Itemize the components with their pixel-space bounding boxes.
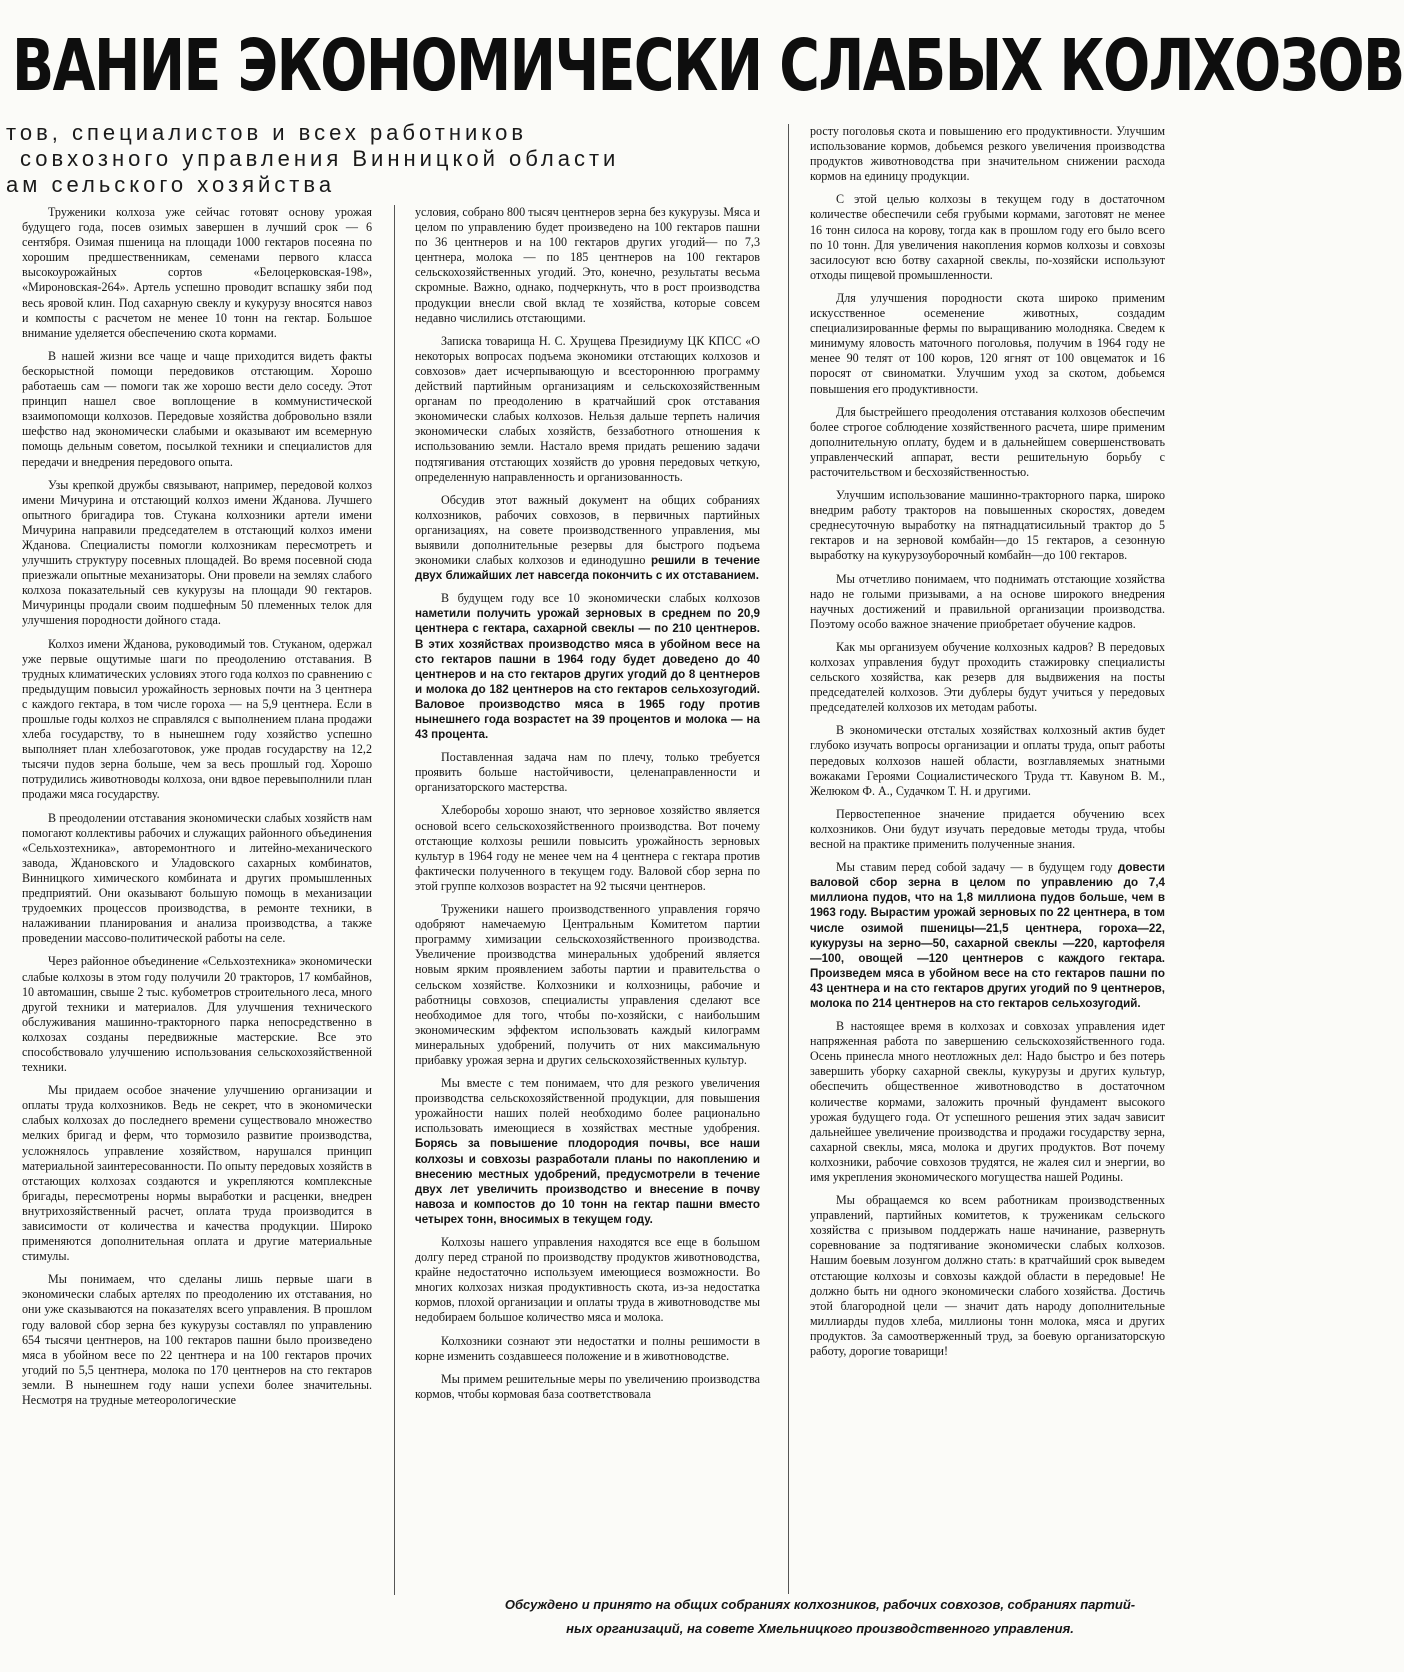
paragraph [415,493,760,584]
paragraph: условия, собрано 800 тысяч центнеров зерна без кукурузы. Мяса и целом по управлению будет произведено на 100 гектаров пашни по 36 центнеров и на 100 гектаров других угодий— по 7,3 центнера, молока — по 185 центнеров на 100 гектаров сельскохозяйственных угодий. Это, конечно, результаты весьма скромные. Важно, однако, подчеркнуть, что в рост производства продукции внесли свой вклад те хозяйства, которые совсем недавно числились отстающими. [415,205,760,325]
paragraph: Колхозники сознают эти недостатки и полны решимости в корне изменить создавшееся положение и в животноводстве. [415,1333,760,1363]
bold-text: Борясь за повышение плодородия почвы, все наши колхозы и совхозы разработали планы по накоплению и внесению местных удобрений, предусмотрели в течение двух лет увеличить производство и внесение в почву навоза и компостов до 10 тонн на гектар пашни вместо четырех тонн, вносимых в текущем году. [415,1137,760,1226]
closing-line: Обсуждено и принято на общих собраниях колхозников, рабочих совхозов, собраниях партий- [504,1597,1136,1612]
paragraph [415,1076,760,1227]
column-divider [394,205,395,1595]
column-2 [415,205,760,1600]
paragraph: Мы придаем особое значение улучшению организации и оплаты труда колхозников. Ведь не секрет, что в экономически слабых колхозах до последнего времени существовало множество мелких бригад и ферм, что тормозило развитие производства, усложнялось управление хозяйством, нарушался принцип материальной заинтересованности. По опыту передовых хозяйств в отстающих колхозах создаются и укрепляются комплексные бригады, пересмотрены нормы выработки и расценки, внедрен внутрихозяйственный расчет, оплата труда производится в зависимости от количества и качества продукции. Широко применяются дополнительная оплата и другие материальные стимулы. [22,1083,372,1264]
paragraph: В преодолении отставания экономически слабых хозяйств нам помогают коллективы рабочих и служащих районного объединения «Сельхозтехника», авторемонтного и литейно-механического завода, Ждановского и Уладовского сахарных комбинатов, Винницкого химического комбината и других промышленных предприятий. Они оказывают большую помощь в механизации трудоемких процессов производства, в ремонте техники, в налаживании планирования и анализа производства, а также проведении массово-политической работы на селе. [22,810,372,946]
paragraph: Первостепенное значение придается обучению всех колхозников. Они будут изучать передовые методы труда, чтобы весной на практике применить полученные знания. [810,806,1165,852]
paragraph: Поставленная задача нам по плечу, только требуется проявить больше настойчивости, целенаправленности и организаторского мастерства. [415,750,760,795]
paragraph: Труженики нашего производственного управления горячо одобряют намечаемую Центральным Комитетом партии программу химизации сельскохозяйственного производства. Увеличение производства минеральных удобрений является новым ярким проявлением заботы партии и правительства о сельском хозяйстве. Колхозники и колхозницы, рабочие и работницы совхозов, специалисты управления сделают все необходимое для того, чтобы по-хозяйски, с наибольшим экономическим эффектом использовать каждый килограмм минеральных удобрений, получить от них максимальную прибавку урожая зерна и других сельскохозяйственных культур. [415,902,760,1067]
bold-text: решили в течение двух ближайших лет навсегда покончить с их отставанием. [415,554,760,583]
paragraph: Через районное объединение «Сельхозтехника» экономически слабые колхозы в этом году получили 20 тракторов, 17 комбайнов, 10 автомашин, свыше 2 тыс. кубометров строительного леса, много другой техники и материалов. Для улучшения технического обслуживания машинно-тракторного парка непосредственно в колхозах созданы передвижные мастерские. Все это способствовало улучшению использования сельскохозяйственной техники. [22,954,372,1075]
paragraph: Мы обращаемся ко всем работникам производственных управлений, партийных комитетов, к труженикам сельского хозяйства с призывом поддержать наше начинание, развернуть соревнование за подтягивание экономически слабых колхозов. Нашим боевым лозунгом должно стать: в кратчайший срок выведем отстающие колхозы и совхозы каждой области в передовые! Не должно быть ни одного экономически слабого хозяйства. Достичь этой благородной цели — значит дать народу дополнительные миллиарды пудов хлеба, миллионы тонн молока, мяса и других продуктов. За самоотверженный труд, за боевую организаторскую работу, дорогие товарищи! [810,1193,1165,1359]
paragraph [810,860,1165,1011]
paragraph-text: В будущем году все 10 экономически слабых колхозов [441,591,760,606]
paragraph: Для быстрейшего преодоления отставания колхозов обеспечим более строгое соблюдение хозяйственного расчета, шире применим дополнительную оплату, будем и в дальнейшем совершенствовать управленческий аппарат, вести решительную борьбу с расточительством и бесхозяйственностью. [810,404,1165,479]
paragraph: С этой целью колхозы в текущем году в достаточном количестве обеспечили себя грубыми кормами, заготовят не менее 16 тонн силоса на корову, тогда как в прошлом году его было всего по 10 тонн. Для увеличения накопления кормов колхозы и совхозы засилосуют всю ботву сахарной свеклы, по-хозяйски используют отходы пищевой промышленности. [810,192,1165,282]
column-1 [22,205,372,1635]
paragraph: Для улучшения породности скота широко применим искусственное осеменение животных, создадим специализированные фермы по выращиванию молодняка. Сведем к минимуму яловость маточного поголовья, получим в 1964 году не менее 90 телят от 100 коров, 120 ягнят от 100 овцематок и 16 поросят от свиноматки. Улучшим уход за скотом, добьемся повышения его продуктивности. [810,290,1165,396]
paragraph: В нашей жизни все чаще и чаще приходится видеть факты бескорыстной помощи передовиков отстающим. Хорошо работаешь сам — помоги так же хорошо вести дело соседу. Этот принцип нашел свое воплощение в коммунистической взаимопомощи колхозов. Передовые хозяйства добровольно взяли шефство над экономически слабыми и оказывают им всемерную помощь дельным советом, посылкой техники и специалистов для передачи и внедрения передового опыта. [22,348,372,469]
headline: ВАНИЕ ЭКОНОМИЧЕСКИ СЛАБЫХ КОЛХОЗОВ [12,24,1404,107]
paragraph: Хлеборобы хорошо знают, что зерновое хозяйство является основой всего сельскохозяйственного производства. Вот почему отстающие колхозы решили повысить урожайность зерновых культур в 1964 году не менее чем на 4 центнера с гектара против фактически полученного в текущем году. Валовой сбор зерна по этой группе колхозов возрастет на 92 тысячи центнеров. [415,803,760,893]
paragraph: Мы отчетливо понимаем, что поднимать отстающие хозяйства надо не голыми призывами, а на основе широкого внедрения научных достижений и правильной организации производства. Поэтому особо важное значение приобретает обучение кадров. [810,571,1165,631]
paragraph: Как мы организуем обучение колхозных кадров? В передовых колхозах управления будут проходить стажировку специалисты сельского хозяйства, как резерв для выдвижения на посты председателей колхозов. Эти дублеры будут учиться у передовых председателей колхозов их методам работы. [810,639,1165,715]
paragraph-text: Обсудив этот важный документ на общих собраниях колхозников, рабочих совхозов, в первичных партийных организациях, на совете производственного управления, мы выявили дополнительные резервы для быстрого подъема экономики слабых колхозов и единодушно [415,492,760,568]
column-3 [810,124,1165,1599]
subhead-line: тов, специалистов и всех работников [6,120,528,145]
paragraph: Мы понимаем, что сделаны лишь первые шаги в экономически слабых артелях по преодолению их отставания, но они уже сказываются на показателях всего управления. В прошлом году валовой сбор зерна без кукурузы составлял по управлению 654 тысячи центнеров, на 100 гектаров пашни было произведено мяса в убойном весе по 22 центнера и на 100 гектаров прочих угодий по 5,5 центнера, молока по 170 центнеров на сто гектаров земли. В нынешнем году наши успехи более значительны. Несмотря на трудные метеорологические [22,1272,372,1408]
bold-text: довести валовой сбор зерна в целом по управлению до 7,4 миллиона пудов, что на 1,8 миллиона пудов больше, чем в 1963 году. Вырастим урожай зерновых по 22 центнера, в том числе озимой пшеницы—21,5 центнера, гороха—22, кукурузы на зерно—50, сахарной свеклы —220, картофеля —100, овощей —120 центнеров с каждого гектара. Произведем мяса в убойном весе на сто гектаров пашни по 43 центнера и на сто гектаров других угодий по 9 центнеров, молока по 214 центнеров на сто гектаров сельхозугодий. [810,861,1165,1010]
subhead-line: ам сельского хозяйства [6,172,336,197]
closing-line: ных организаций, на совете Хмельницкого производственного управления. [566,1621,1074,1636]
paragraph: Колхозы нашего управления находятся все еще в большом долгу перед страной по производству продуктов животноводства, крайне недостаточно используем имеющиеся возможности. Во многих колхозах низкая продуктивность скота, из-за недостатка кормов, плохой организации и оплаты труда в животноводстве мы недобираем большое количество мяса и молока. [415,1235,760,1325]
paragraph: В экономически отсталых хозяйствах колхозный актив будет глубоко изучать вопросы организации и оплаты труда, опыт работы передовых колхозов нашей области, возглавляемых знатными вожаками Героями Социалистического Труда тт. Кавуном В. М., Желюком Ф. А., Судачком Т. Н. и другими. [810,723,1165,798]
paragraph: росту поголовья скота и повышению его продуктивности. Улучшим использование кормов, добьемся резкого увеличения производства продуктов животноводства при значительном снижении расхода кормов на единицу продукции. [810,124,1165,184]
subhead [6,120,796,200]
paragraph: Улучшим использование машинно-тракторного парка, широко внедрим работу тракторов на повышенных скоростях, доведем среднесуточную выработку на пятнадцатисильный трактор до 5 гектаров и на зерновой комбайн—до 15 гектаров, а сезонную выработку на кукурузоуборочный комбайн—до 100 гектаров. [810,488,1165,563]
paragraph: Труженики колхоза уже сейчас готовят основу урожая будущего года, посев озимых завершен в лучший срок — 6 сентября. Озимая пшеница на площади 1000 гектаров посеяна по хорошим предшественникам, семенами первого класса высокоурожайных сортов «Белоцерковская-198», «Мироновская-264». Артель успешно проводит вспашку зяби под весь яровой клин. Под сахарную свеклу и кукурузу вносятся навоз и компосты с расчетом не менее 10 тонн на гектар. Большое внимание уделяется обеспечению скота кормами. [22,205,372,340]
paragraph: В настоящее время в колхозах и совхозах управления идет напряженная работа по завершению сельскохозяйственного года. Осень принесла много неотложных дел: Надо быстро и без потерь завершить уборку сахарной свеклы, кукурузы и других культур, обеспечить общественное животноводство в достаточном количестве кормами, заложить прочный фундамент высокого урожая будущего года. От успешного решения этих задач зависит дальнейшее увеличение производства и продажи государству зерна, сахарной свеклы, мяса, молока и других продуктов. Вот почему колхозники, рабочие совхозов трудятся, не жалея сил и энергии, во имя укрепления экономического могущества нашей Родины. [810,1019,1165,1184]
subhead-line: совхозного управления Винницкой области [20,146,620,171]
bold-text: наметили получить урожай зерновых в среднем по 20,9 центнера с гектара, сахарной свеклы — по 210 центнеров. В этих хозяйствах производство мяса в убойном весе на сто гектаров пашни в 1964 году будет доведено до 40 центнеров и на сто гектаров других угодий до 8 центнеров и молока до 182 центнеров на сто гектаров сельхозугодий. Валовое производство мяса в 1965 году против нынешнего года возрастет на 39 процентов и молока — на 43 процента. [415,607,760,742]
paragraph: Колхоз имени Жданова, руководимый тов. Стуканом, одержал уже первые ощутимые шаги по преодолению отставания. В трудных климатических условиях этого года колхоз по сравнению с предыдущим повысил урожайность зерновых почти на 3 центнера с каждого гектара, в том числе гороха — на 5,9 центнера. Если в прошлые годы колхоз не справлялся с выполнением плана продажи хлеба государству, то в нынешнем году хозяйство успешно выполняет план хлебозаготовок, уже продав государству на 12,2 тысячи пудов зерна больше, чем за весь прошлый год. Хорошо потрудились животноводы колхоза, они вдвое перевыполнили план продажи мяса государству. [22,636,372,802]
paragraph-text: Мы ставим перед собой задачу — в будущем году [836,860,1113,875]
paragraph: Записка товарища Н. С. Хрущева Президиуму ЦК КПСС «О некоторых вопросах подъема экономики отстающих колхозов и совхозов» дает исчерпывающую и всестороннюю программу действий партийным организациям и сельскохозяйственным органам по преодолению в кратчайший срок отставания экономически слабых колхозов. Нельзя дальше терпеть наличия экономически слабых хозяйств, беззаботного отношения к использованию земли. Настало время придать решению задачи подтягивания отстающих хозяйств до уровня передовых четкую, определенную направленность и организованность. [415,333,760,484]
column-divider [788,124,789,1594]
closing-note [470,1593,1170,1643]
paragraph: Узы крепкой дружбы связывают, например, передовой колхоз имени Мичурина и отстающий колхоз имени Жданова. Лучшего опытного бригадира тов. Стукана колхозники артели имени Мичурина направили председателем в отстающий колхоз имени Жданова. Специалисты помогли колхозникам пересмотреть и улучшить структуру посевных площадей. Во время посевной сюда приезжали опытные механизаторы. Они провели на землях слабого колхоза показательный сев кукурузы на площади 90 гектаров. Мичуринцы продали своим подшефным 50 племенных телок для улучшения породности дойного стада. [22,477,372,628]
paragraph-text: Мы вместе с тем понимаем, что для резкого увеличения производства сельскохозяйственной продукции, для повышения урожайности наших полей необходимо более рационально использовать имеющиеся в хозяйствах местные удобрения. [415,1076,760,1136]
paragraph: Мы примем решительные меры по увеличению производства кормов, чтобы кормовая база соответствовала [415,1371,760,1401]
paragraph [415,591,760,742]
